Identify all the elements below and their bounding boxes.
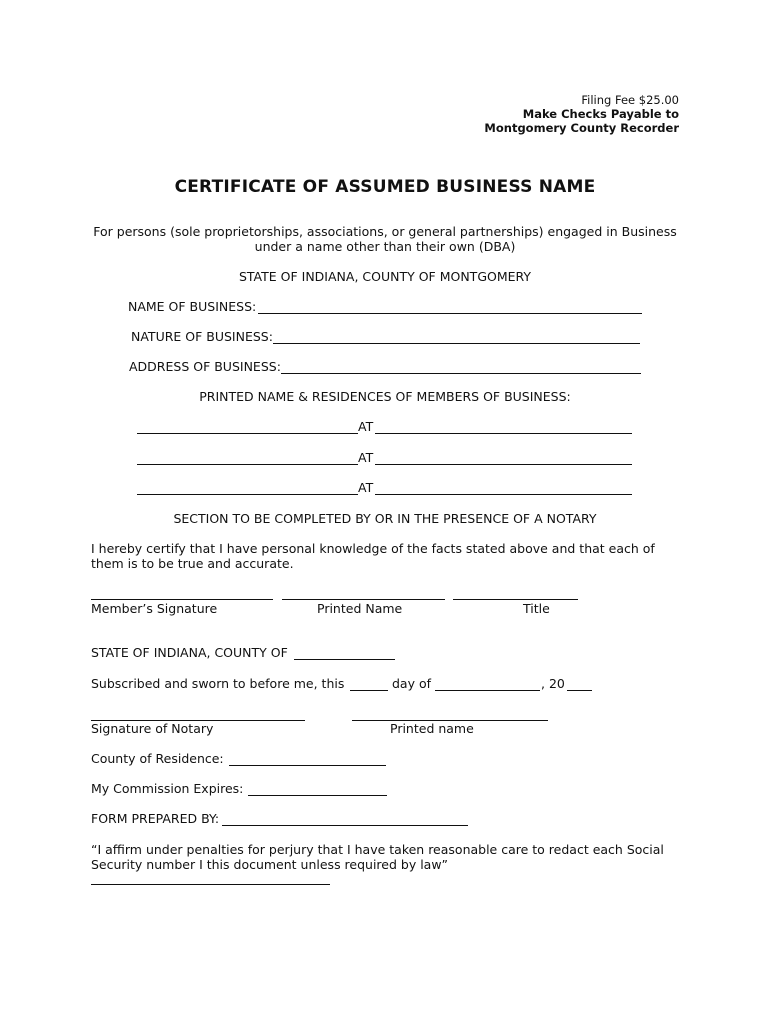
member-3-name-field[interactable] bbox=[137, 494, 358, 495]
subscribed-label: Subscribed and sworn to before me, this bbox=[91, 676, 345, 691]
name-of-business-label: NAME OF BUSINESS: bbox=[128, 299, 257, 314]
member-2-name-field[interactable] bbox=[137, 464, 358, 465]
members-heading: PRINTED NAME & RESIDENCES OF MEMBERS OF BUSINESS: bbox=[199, 389, 571, 404]
member-1-name-field[interactable] bbox=[137, 433, 358, 434]
printed-name-field[interactable] bbox=[282, 599, 445, 600]
document-title: CERTIFICATE OF ASSUMED BUSINESS NAME bbox=[174, 177, 596, 197]
commission-expires-field[interactable] bbox=[248, 795, 387, 796]
member-1-at-label: AT bbox=[358, 419, 374, 434]
notary-printed-name-label: Printed name bbox=[390, 721, 474, 736]
name-of-business-field[interactable] bbox=[258, 313, 642, 314]
year-prefix-label: , 20 bbox=[541, 676, 565, 691]
day-number-field[interactable] bbox=[350, 690, 388, 691]
day-of-label: day of bbox=[392, 676, 432, 691]
affirmation-line-1: “I affirm under penalties for perjury that I have taken reasonable care to redact each Social bbox=[91, 842, 664, 857]
county-of-label: STATE OF INDIANA, COUNTY OF bbox=[91, 645, 288, 660]
member-1-residence-field[interactable] bbox=[375, 433, 632, 434]
form-prepared-by-field[interactable] bbox=[222, 825, 468, 826]
signature-of-notary-label: Signature of Notary bbox=[91, 721, 214, 736]
year-field[interactable] bbox=[567, 690, 592, 691]
affirmation-signature-field[interactable] bbox=[91, 884, 330, 885]
state-county-heading: STATE OF INDIANA, COUNTY OF MONTGOMERY bbox=[238, 269, 532, 284]
printed-name-label: Printed Name bbox=[317, 601, 403, 616]
member-3-at-label: AT bbox=[358, 480, 374, 495]
certify-line-1: I hereby certify that I have personal knowledge of the facts stated above and that each of bbox=[91, 541, 655, 556]
filing-fee: Filing Fee $25.00 bbox=[581, 93, 679, 107]
member-signature-field[interactable] bbox=[91, 599, 273, 600]
nature-of-business-label: NATURE OF BUSINESS: bbox=[131, 329, 273, 344]
member-2-residence-field[interactable] bbox=[375, 464, 632, 465]
member-signature-label: Member’s Signature bbox=[91, 601, 218, 616]
checks-payable-recorder: Montgomery County Recorder bbox=[484, 121, 679, 135]
county-of-residence-field[interactable] bbox=[229, 765, 386, 766]
nature-of-business-field[interactable] bbox=[273, 343, 640, 344]
intro-line-1: For persons (sole proprietorships, associations, or general partnerships) engaged in Business bbox=[93, 224, 677, 239]
county-of-field[interactable] bbox=[294, 659, 395, 660]
affirmation-line-2: Security number I this document unless required by law” bbox=[91, 857, 449, 872]
intro-line-2: under a name other than their own (DBA) bbox=[254, 239, 516, 254]
form-prepared-by-label: FORM PREPARED BY: bbox=[91, 811, 220, 826]
title-field[interactable] bbox=[453, 599, 578, 600]
county-of-residence-label: County of Residence: bbox=[91, 751, 224, 766]
title-label: Title bbox=[523, 601, 550, 616]
member-2-at-label: AT bbox=[358, 450, 374, 465]
notary-section-heading: SECTION TO BE COMPLETED BY OR IN THE PRESENCE OF A NOTARY bbox=[173, 511, 597, 526]
member-3-residence-field[interactable] bbox=[375, 494, 632, 495]
address-of-business-label: ADDRESS OF BUSINESS: bbox=[129, 359, 281, 374]
certify-line-2: them is to be true and accurate. bbox=[91, 556, 294, 571]
month-field[interactable] bbox=[435, 690, 540, 691]
checks-payable-line: Make Checks Payable to bbox=[522, 107, 679, 121]
commission-expires-label: My Commission Expires: bbox=[91, 781, 244, 796]
address-of-business-field[interactable] bbox=[281, 373, 641, 374]
